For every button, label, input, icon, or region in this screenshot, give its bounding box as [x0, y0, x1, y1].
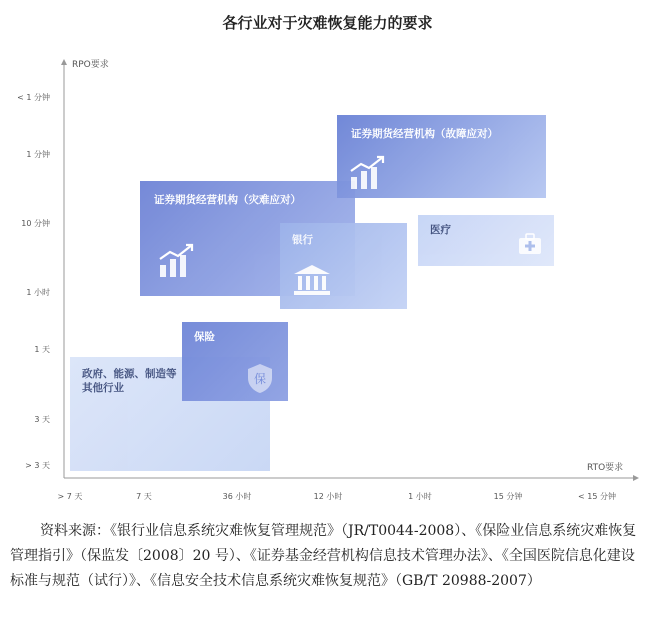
- region-block: [182, 322, 288, 401]
- x-tick-label: < 15 分钟: [578, 492, 616, 501]
- y-tick-label: 1 天: [34, 345, 50, 354]
- x-tick-label: > 7 天: [57, 492, 83, 501]
- region-block-label: 保险: [194, 331, 215, 343]
- region-block: [280, 223, 407, 309]
- region-block-label: 银行: [292, 234, 313, 246]
- region-block: [418, 215, 554, 266]
- shield-icon: [246, 362, 274, 398]
- x-tick-label: 36 小时: [222, 492, 252, 501]
- y-axis-label: RPO要求: [72, 60, 109, 70]
- chart-title: 各行业对于灾难恢复能力的要求: [222, 14, 433, 32]
- bank-icon: [292, 263, 332, 301]
- x-tick-label: 1 小时: [408, 492, 432, 501]
- medical-kit-icon: [518, 233, 542, 259]
- region-block: [337, 115, 546, 198]
- y-tick-label: 3 天: [34, 415, 50, 424]
- region-block-label: 证券期货经营机构（灾难应对）: [154, 194, 301, 206]
- y-tick-label: 1 分钟: [26, 150, 50, 159]
- y-tick-label: < 1 分钟: [17, 93, 50, 102]
- source-note: 资料来源：《银行业信息系统灾难恢复管理规范》（JR/T0044-2008）、《保险业信息系统灾难恢复管理指引》（保监发〔2008〕20 号）、《证券基金经营机构信息技术管理办法》、《全国医院信息化建设标准与规范（试行）》、《信息安全技术信息系统灾难恢复规范》（GB/T 20988-2007）: [10, 523, 637, 589]
- region-block-label: 证券期货经营机构（故障应对）: [351, 128, 498, 140]
- x-tick-label: 15 分钟: [493, 492, 523, 501]
- chart-up-icon: [158, 243, 198, 283]
- y-tick-label: > 3 天: [25, 461, 50, 470]
- chart-up-icon: [349, 155, 389, 195]
- region-block-label: 医疗: [430, 224, 451, 236]
- svg-text:保: 保: [253, 372, 267, 386]
- y-tick-label: 1 小时: [26, 288, 50, 297]
- x-tick-label: 12 小时: [313, 492, 343, 501]
- region-block-label: 政府、能源、制造等其他行业: [82, 368, 177, 394]
- x-axis-label: RTO要求: [587, 463, 624, 473]
- y-tick-label: 10 分钟: [21, 219, 50, 228]
- x-tick-label: 7 天: [136, 492, 152, 501]
